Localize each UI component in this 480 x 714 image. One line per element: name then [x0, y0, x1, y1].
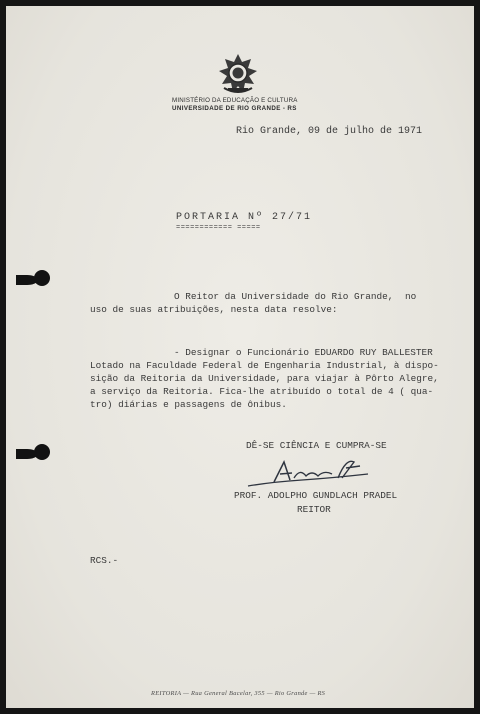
body-line-2: uso de suas atribuições, nesta data resolve:	[90, 304, 338, 315]
reference-initials: RCS.-	[90, 555, 119, 566]
ministry-heading: MINISTÉRIO DA EDUCAÇÃO E CULTURA	[172, 97, 298, 104]
signatory-name: PROF. ADOLPHO GUNDLACH PRADEL	[234, 490, 398, 501]
body-line-5: sição da Reitoria da Universidade, para viajar à Pôrto Alegre,	[90, 373, 439, 384]
coat-of-arms-icon	[216, 52, 260, 96]
university-heading: UNIVERSIDADE DE RIO GRANDE - RS	[172, 105, 297, 112]
document-title: PORTARIA Nº 27/71	[176, 212, 313, 223]
punch-hole-bottom	[34, 444, 50, 460]
body-line-6: a serviço da Reitoria. Fica-lhe atribuído o total de 4 ( qua-	[90, 386, 434, 397]
body-line-1: O Reitor da Universidade do Rio Grande,	[174, 291, 394, 302]
body-line-7: tro) diárias e passagens de ônibus.	[90, 399, 287, 410]
body-line-4: Lotado na Faculdade Federal de Engenharia Industrial, à dispo-	[90, 360, 439, 371]
closing-formula: DÊ-SE CIÊNCIA E CUMPRA-SE	[246, 440, 387, 451]
signatory-title: REITOR	[297, 504, 331, 515]
title-underline: ============ =====	[176, 224, 261, 232]
punch-hole-top	[34, 270, 50, 286]
date-line: Rio Grande, 09 de julho de 1971	[236, 126, 423, 137]
footer-address: REITORIA — Rua General Bacelar, 355 — Rio Grande — RS	[151, 690, 326, 697]
signature-icon	[242, 452, 382, 492]
body-line-1-end: no	[405, 291, 417, 302]
body-line-3: - Designar o Funcionário EDUARDO RUY BALLESTER	[174, 347, 433, 358]
